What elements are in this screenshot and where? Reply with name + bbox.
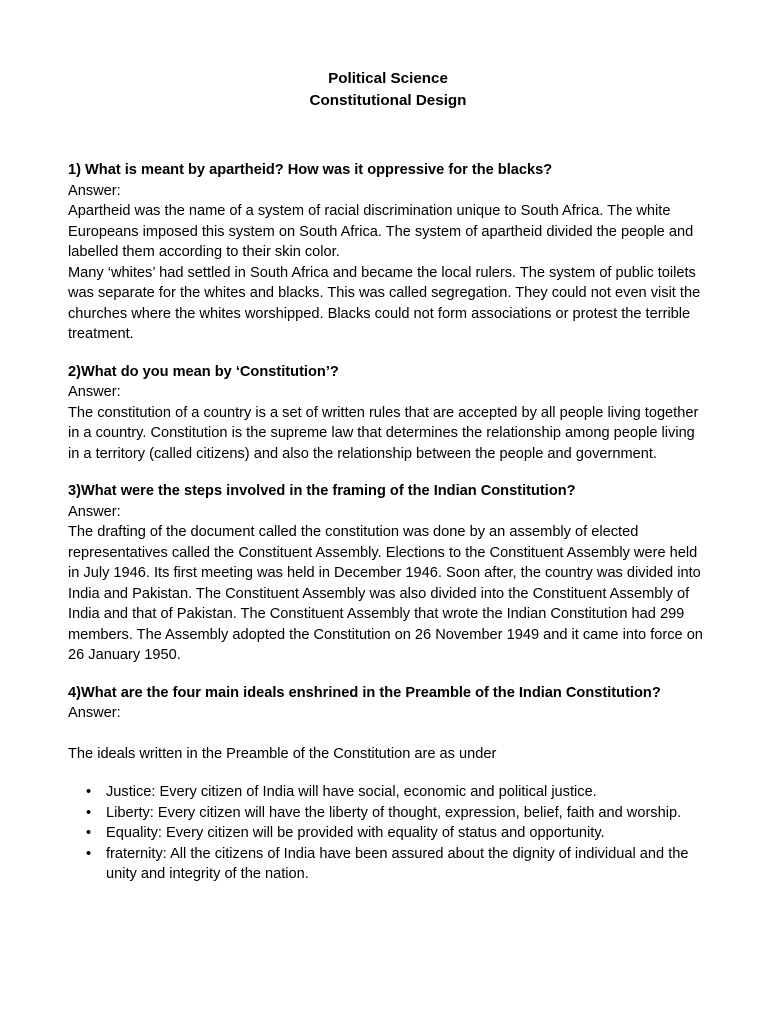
qa-block-3 bbox=[68, 481, 708, 666]
answer-label-4: Answer: bbox=[68, 705, 121, 721]
ideals-intro: The ideals written in the Preamble of the Constitution are as under bbox=[68, 745, 497, 762]
subject-title: Political Science bbox=[328, 70, 448, 87]
answer-1-paragraph-2: Many ‘whites’ had settled in South Africa and became the local rulers. The system of public toilets was separate for the whites and blacks. This was called segregation. They could not even visit the churches where the whites worshipped. Blacks could not form associations or protest the terrible treatment. bbox=[68, 264, 701, 342]
ideals-list bbox=[68, 782, 708, 885]
qa-block-2 bbox=[68, 362, 708, 465]
qa-block-4 bbox=[68, 683, 708, 885]
chapter-title: Constitutional Design bbox=[309, 92, 467, 109]
question-1: 1) What is meant by apartheid? How was it oppressive for the blacks? bbox=[68, 162, 553, 178]
question-3: 3)What were the steps involved in the framing of the Indian Constitution? bbox=[68, 483, 576, 499]
list-item: • Justice: Every citizen of India will have social, economic and political justice. bbox=[106, 782, 708, 803]
answer-label-2: Answer: bbox=[68, 384, 121, 400]
list-item: • Liberty: Every citizen will have the liberty of thought, expression, belief, faith and worship. bbox=[106, 803, 708, 824]
document-page bbox=[68, 68, 708, 902]
answer-2-paragraph-1: The constitution of a country is a set of written rules that are accepted by all people living together in a country. Constitution is the supreme law that determines the relationship among people living in a territory (called citizens) and also the relationship between the people and government. bbox=[68, 404, 699, 462]
question-2: 2)What do you mean by ‘Constitution’? bbox=[68, 363, 339, 380]
answer-label-1: Answer: bbox=[68, 182, 121, 199]
document-title-block bbox=[68, 68, 708, 112]
list-item: • fraternity: All the citizens of India have been assured about the dignity of individual and the unity and integrity of the nation. bbox=[106, 844, 708, 885]
answer-3-paragraph-1: The drafting of the document called the constitution was done by an assembly of elected representatives called the Constituent Assembly. Elections to the Constituent Assembly were held in July 1946. Its first meeting was held in December 1946. Soon after, the country was divided into India and Pakistan. The Constituent Assembly was also divided into the Constituent Assembly of India and that of Pakistan. The Constituent Assembly that wrote the Indian Constitution had 299 members. The Assembly adopted the Constitution on 26 November 1949 and it came into force on 26 January 1950. bbox=[68, 524, 703, 663]
question-4: 4)What are the four main ideals enshrined in the Preamble of the Indian Constitution? bbox=[68, 684, 661, 701]
answer-label-3: Answer: bbox=[68, 503, 121, 520]
list-item: • Equality: Every citizen will be provided with equality of status and opportunity. bbox=[106, 823, 708, 844]
answer-1-paragraph-1: Apartheid was the name of a system of racial discrimination unique to South Africa. The white Europeans imposed this system on South Africa. The system of apartheid divided the people and labelled them according to their skin color. bbox=[68, 203, 694, 260]
qa-block-1 bbox=[68, 160, 708, 345]
